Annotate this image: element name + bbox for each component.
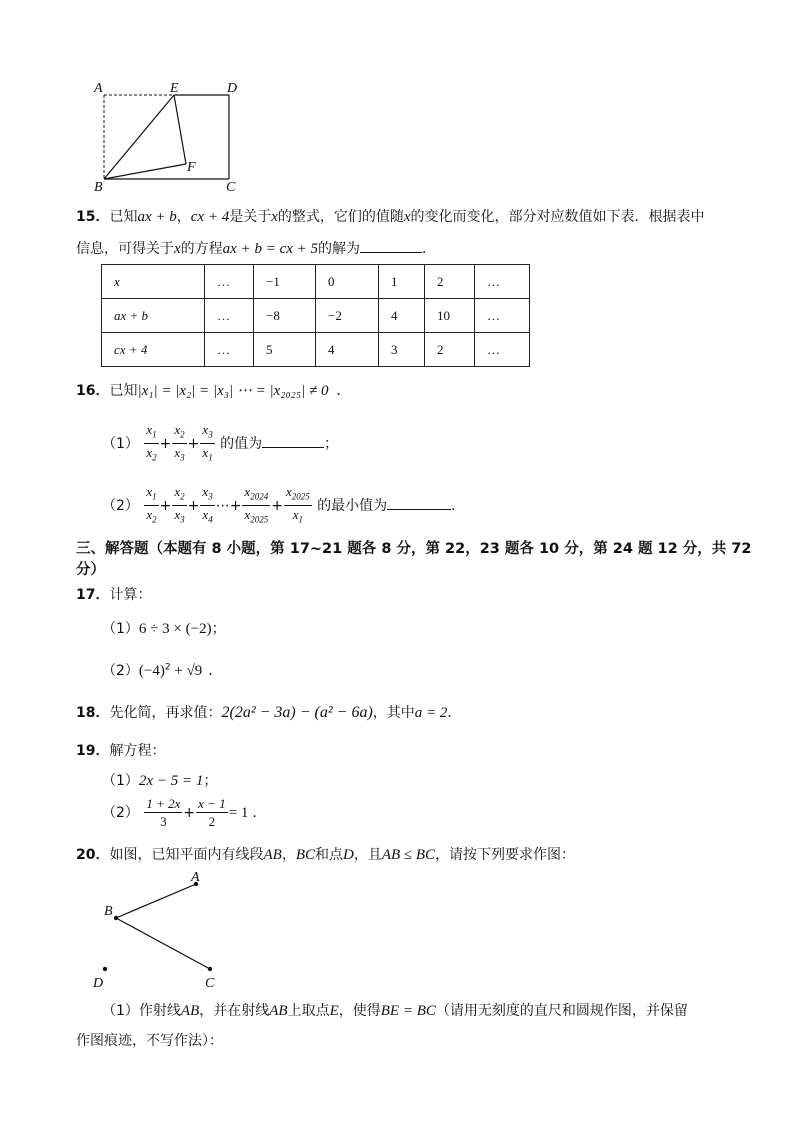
table-cell: 2 xyxy=(425,333,475,367)
label-c: C xyxy=(205,976,215,991)
text: 的值为 xyxy=(220,436,263,453)
table-cell: … xyxy=(475,299,530,333)
text: 的整式，它们的值随 xyxy=(277,209,404,225)
text: 是关于 xyxy=(229,209,272,225)
text: ，且 xyxy=(353,847,382,863)
question-16-part1: （1） $\frac{x_1}{x_2}$ + $\frac{x_2}{x_3}$ + $\frac{x_3}{x_1}$ 的值为 ； xyxy=(102,422,338,466)
text: 已知 xyxy=(109,383,138,399)
text: 的变化而变化，部分对应数值如下表．根据表中 xyxy=(410,209,705,225)
math-expression: + √9 xyxy=(170,663,203,679)
table-cell: 10 xyxy=(425,299,475,333)
table-cell: 1 xyxy=(379,265,425,299)
table-cell: −2 xyxy=(316,299,379,333)
fraction: $\frac{x_2}{x_3}$ xyxy=(174,422,185,463)
fraction: $\frac{x_1}{x_2}$ xyxy=(146,484,157,525)
fraction: $\frac{x - 1}{2}$ xyxy=(198,796,226,829)
answer-blank xyxy=(262,433,324,448)
table-cell: … xyxy=(205,299,254,333)
math-variable: x xyxy=(403,209,411,225)
text: ； xyxy=(211,621,226,637)
math-variable: x xyxy=(271,209,278,225)
text: （请用无刻度的直尺和圆规作图，并保留 xyxy=(435,1003,688,1019)
table-cell: 3 xyxy=(379,333,425,367)
table-cell: … xyxy=(205,333,254,367)
math-expression: 2(2a² − 3a) − (a² − 6a) xyxy=(221,704,373,721)
label-e: E xyxy=(170,81,179,96)
fraction: $\frac{x_1}{x_2}$ xyxy=(146,422,157,463)
math-equation: 2x − 5 = 1 xyxy=(138,773,204,789)
point-d xyxy=(103,967,107,971)
math-condition: AB ≤ BC xyxy=(381,847,436,863)
math-condition: |x₁| = |x₂| = |x₃| ⋯ = |x₂₀₂₅| ≠ 0 xyxy=(137,383,329,399)
label-b: B xyxy=(104,904,113,919)
table-cell: ax + b xyxy=(102,299,205,333)
question-19-part2: （2） $\frac{1 + 2x}{3}$ + $\frac{x - 1}{2}$ = 1 ． xyxy=(102,796,267,829)
text: 的方程 xyxy=(180,241,223,257)
ellipsis: ⋯ xyxy=(215,498,230,515)
text: ，使得 xyxy=(338,1003,381,1019)
text: ． xyxy=(451,498,466,515)
text: ． xyxy=(252,805,267,821)
text: 的解为 xyxy=(318,241,361,257)
section-title-cont: 分） xyxy=(76,562,105,578)
math-condition: a = 2 xyxy=(414,705,448,721)
question-20 xyxy=(76,844,575,864)
point-b xyxy=(114,916,118,920)
fraction: $\frac{x_{2025}}{x_1}$ xyxy=(285,484,310,525)
part-label: （1） xyxy=(102,621,139,637)
fold-figure xyxy=(88,76,248,196)
label-f: F xyxy=(187,160,196,175)
part-label: （1） xyxy=(102,1003,139,1019)
question-16-part2: （2） $\frac{x_1}{x_2}$ + $\frac{x_2}{x_3}$ + $\frac{x_3}{x_4}$ ⋯+ $\frac{x_{2024}}{x_{2025}}$ + $\frac{x_{2025}}{x_1}$ 的最小值为 ． xyxy=(102,484,465,528)
answer-blank xyxy=(360,238,422,253)
question-20-part1-cont: 作图痕迹，不写作法）： xyxy=(76,1033,223,1049)
answer-blank xyxy=(387,495,451,510)
table-cell: cx + 4 xyxy=(102,333,205,367)
question-17-part1 xyxy=(102,618,226,638)
text: ，并在射线 xyxy=(199,1003,270,1019)
part-label: （2） xyxy=(102,663,139,679)
part-label: （1） xyxy=(102,773,139,789)
fraction: $\frac{x_3}{x_1}$ xyxy=(202,422,213,463)
text: 上取点 xyxy=(287,1003,330,1019)
fraction: $\frac{x_3}{x_4}$ xyxy=(202,484,213,525)
point-c xyxy=(208,967,212,971)
part-label: （2） xyxy=(102,498,139,515)
table-cell: … xyxy=(205,265,254,299)
question-15-line1 xyxy=(76,206,705,226)
text: ； xyxy=(203,773,218,789)
math-variable: x xyxy=(174,241,181,257)
text: 先化简，再求值： xyxy=(109,705,222,721)
label-d: D xyxy=(93,976,104,991)
question-20-part1 xyxy=(102,1000,688,1020)
math-expression: cx + 4 xyxy=(190,209,230,225)
text: ． xyxy=(208,663,223,679)
text: 计算： xyxy=(109,587,152,603)
math-expression: (−4) xyxy=(138,663,165,679)
fraction: $\frac{x_2}{x_3}$ xyxy=(174,484,185,525)
label-d: D xyxy=(227,81,238,96)
question-16-line1 xyxy=(76,380,350,400)
table-cell: 5 xyxy=(254,333,316,367)
table-row xyxy=(102,333,530,367)
label-b: B xyxy=(94,180,103,195)
math-segment: AB xyxy=(263,847,282,863)
math-point: D xyxy=(342,847,354,863)
table-cell: 4 xyxy=(379,299,425,333)
label-a: A xyxy=(94,81,103,96)
text: ； xyxy=(324,436,339,453)
segments-figure xyxy=(88,866,238,992)
text: 已知 xyxy=(109,209,138,225)
question-18 xyxy=(76,702,461,722)
question-19-part1 xyxy=(102,770,217,790)
math-expression: ax + b xyxy=(137,209,177,225)
table-cell: −1 xyxy=(254,265,316,299)
section-title: 三、解答题（本题有 8 小题，第 17~21 题各 8 分，第 22，23 题各 10 分，第 24 题 12 分，共 72 xyxy=(76,541,752,557)
text: 解方程： xyxy=(109,743,166,759)
math-segment: BC xyxy=(295,847,315,863)
segment-ba xyxy=(116,884,196,918)
question-number: 19． xyxy=(76,743,110,759)
segment-fb xyxy=(104,164,186,179)
text: ． xyxy=(336,383,351,399)
label-a: A xyxy=(191,870,200,885)
math-expression: 6 ÷ 3 × (−2) xyxy=(138,621,212,637)
fraction: $\frac{x_{2024}}{x_{2025}}$ xyxy=(244,484,269,525)
segment-bc xyxy=(116,918,210,969)
fraction: $\frac{1 + 2x}{3}$ xyxy=(146,796,181,829)
table-cell: x xyxy=(102,265,205,299)
question-number: 15． xyxy=(76,209,110,225)
math-segment: AB xyxy=(180,1003,200,1019)
text: 信息，可得关于 xyxy=(76,241,174,257)
math-expression: = 1 xyxy=(228,805,249,821)
table-cell: 0 xyxy=(316,265,379,299)
text: ． xyxy=(422,241,437,257)
math-segment: AB xyxy=(269,1003,288,1019)
text: ， xyxy=(281,847,296,863)
text: 和点 xyxy=(314,847,343,863)
table-cell: 4 xyxy=(316,333,379,367)
table-cell: −8 xyxy=(254,299,316,333)
segment-be xyxy=(104,95,174,179)
text: 如图，已知平面内有线段 xyxy=(109,847,264,863)
question-number: 16． xyxy=(76,383,110,399)
question-19 xyxy=(76,740,165,760)
table-row xyxy=(102,299,530,333)
math-point: E xyxy=(329,1003,339,1019)
math-equation: ax + b = cx + 5 xyxy=(222,241,319,257)
question-17-part2 xyxy=(102,660,222,680)
part-label: （1） xyxy=(102,436,139,453)
label-c: C xyxy=(226,180,236,195)
question-15-line2 xyxy=(76,238,436,258)
part-label: （2） xyxy=(102,805,139,821)
table-row xyxy=(102,265,530,299)
question-number: 17． xyxy=(76,587,110,603)
segment-ef xyxy=(174,95,186,164)
text: ． xyxy=(447,705,462,721)
text: ，其中 xyxy=(372,705,415,721)
text: ，请按下列要求作图： xyxy=(435,847,576,863)
text: 作射线 xyxy=(138,1003,181,1019)
table-cell: … xyxy=(475,265,530,299)
text: ， xyxy=(176,209,191,225)
text: 的最小值为 xyxy=(317,498,388,515)
table-cell: … xyxy=(475,333,530,367)
value-table xyxy=(101,264,530,367)
question-number: 20． xyxy=(76,847,110,863)
exponent: 2 xyxy=(164,662,171,673)
question-17 xyxy=(76,584,151,604)
table-cell: 2 xyxy=(425,265,475,299)
math-equation: BE = BC xyxy=(380,1003,436,1019)
question-number: 18． xyxy=(76,705,110,721)
